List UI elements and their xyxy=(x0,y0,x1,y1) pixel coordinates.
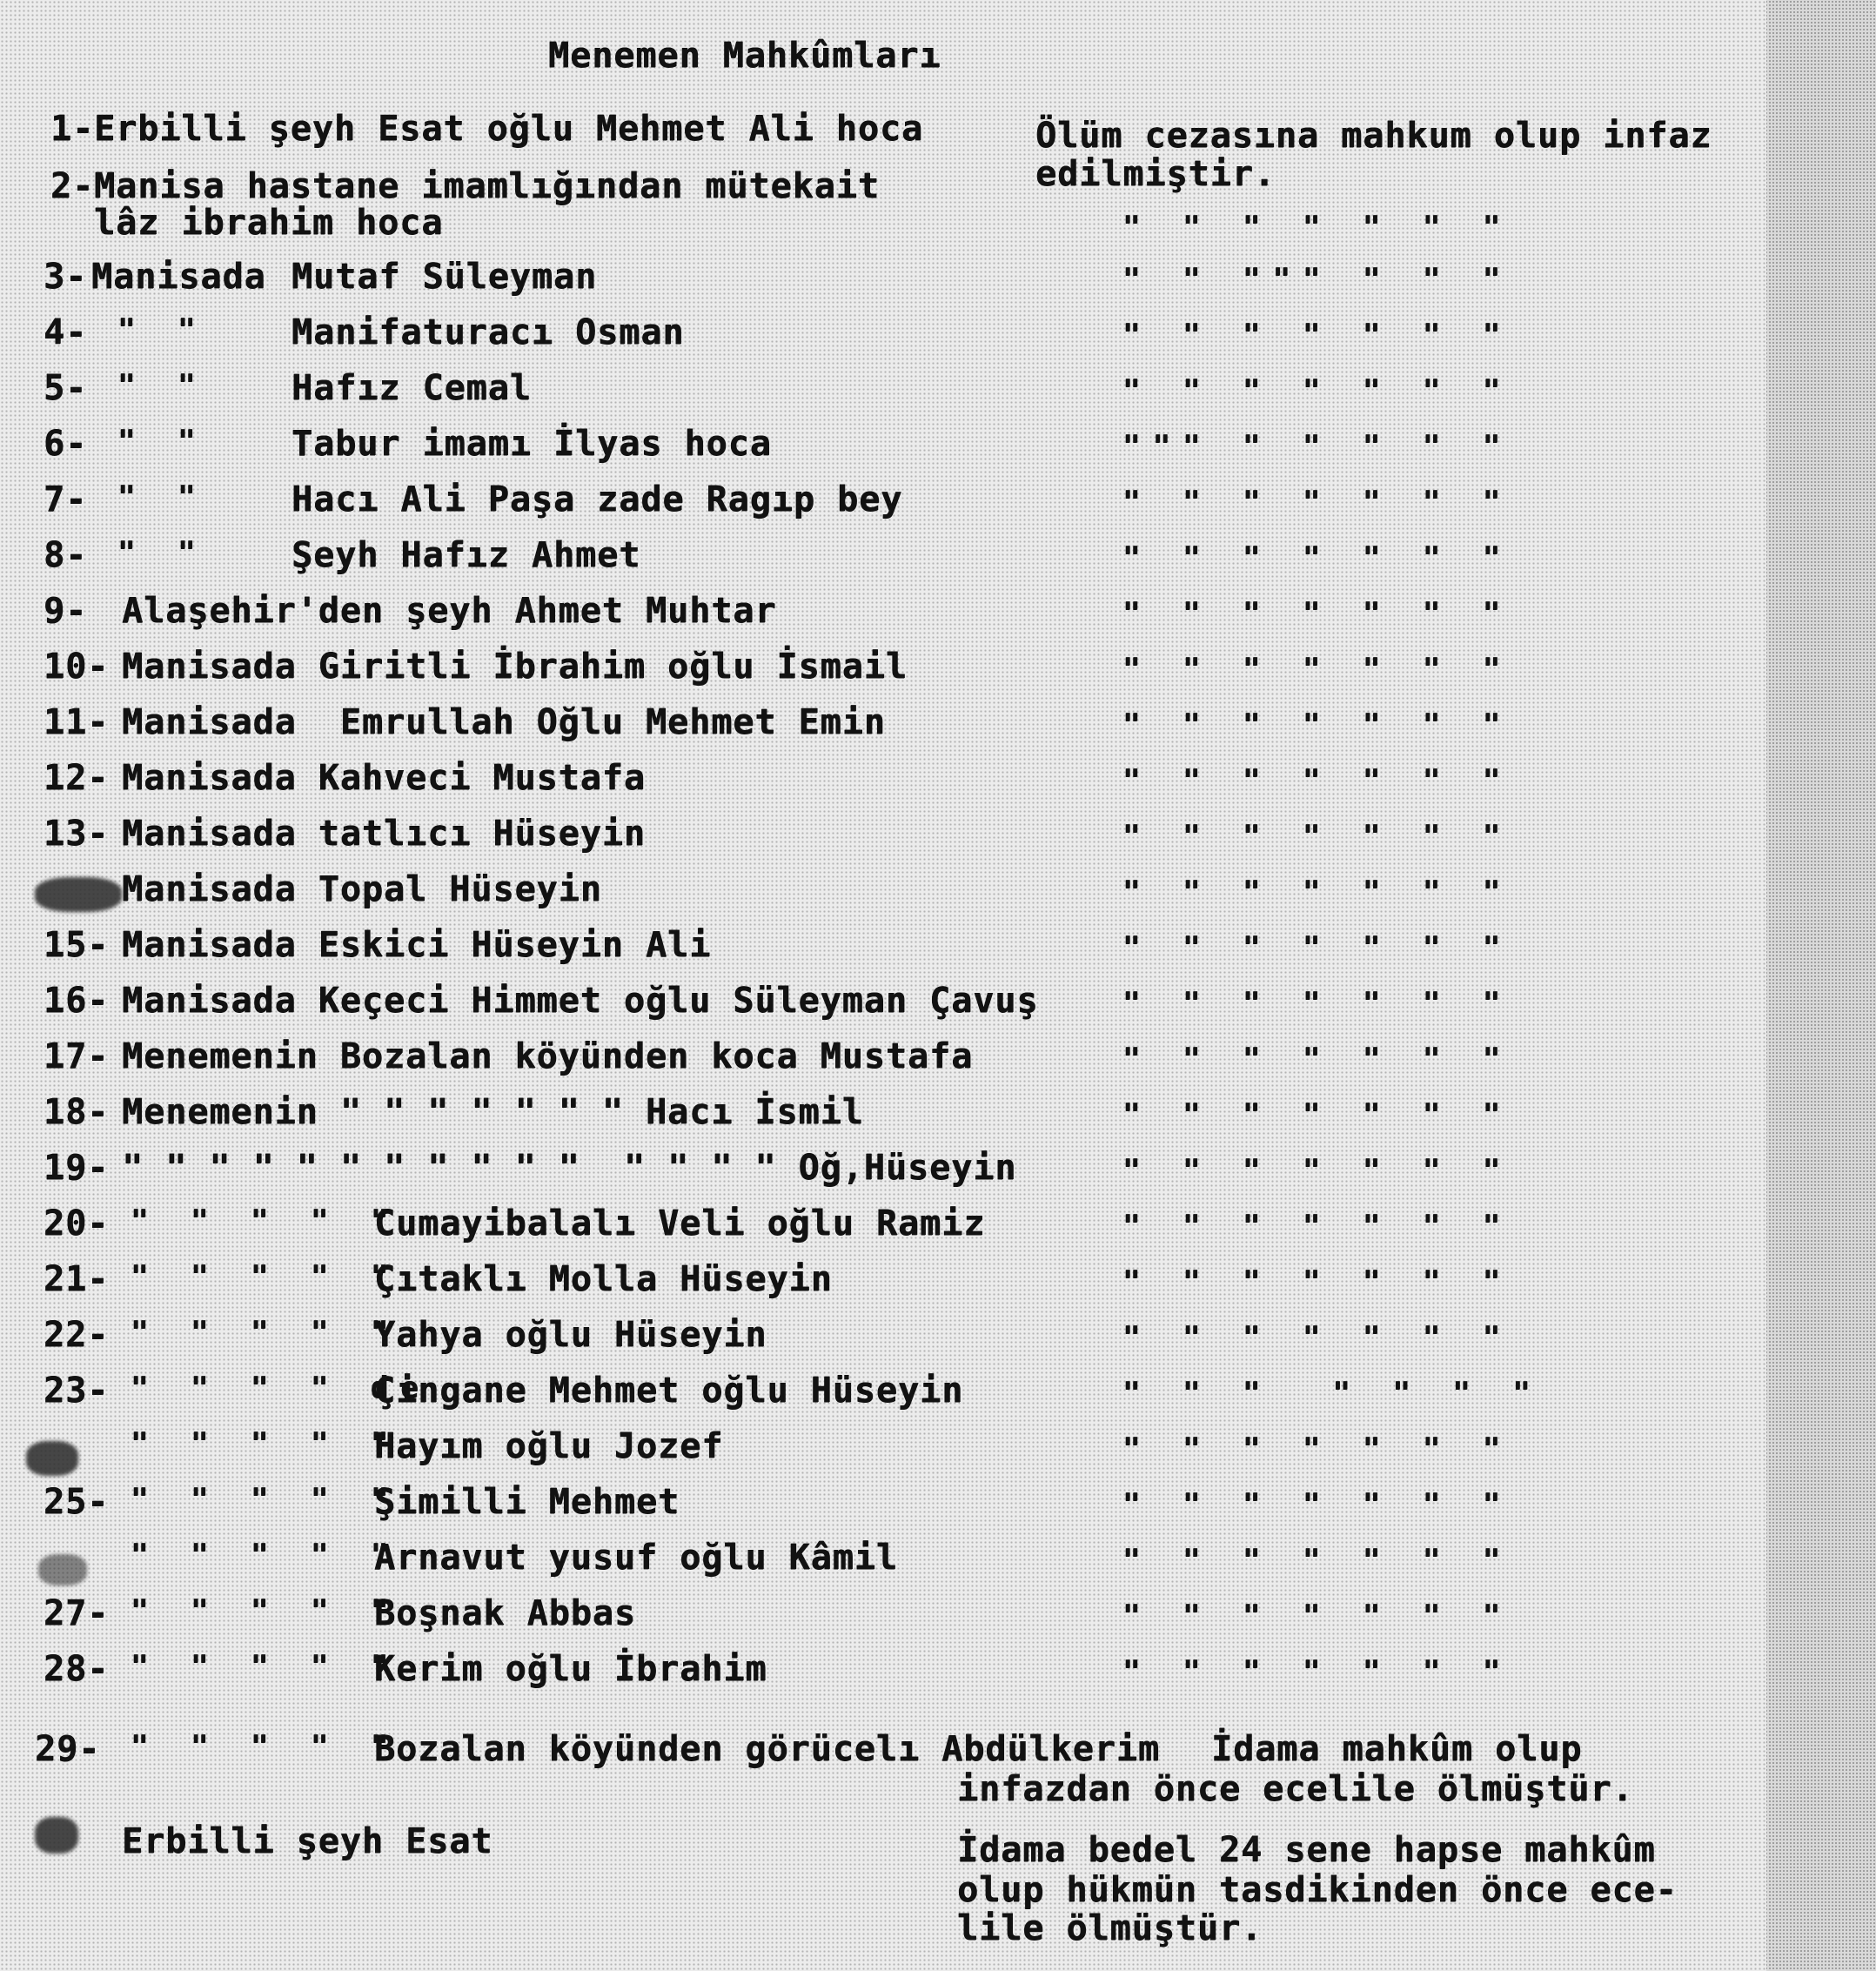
ditto-marks: " " " " " " " xyxy=(1122,540,1513,575)
entry-name: Çıtaklı Molla Hüseyin xyxy=(374,1259,833,1299)
entry-prefix: " " " " " xyxy=(131,1203,401,1238)
entry-prefix: Manisada xyxy=(91,257,266,297)
ink-smudge xyxy=(35,877,122,912)
entry-prefix: " " " " " xyxy=(131,1538,401,1572)
entry-1-verdict-line1: Ölüm cezasına mahkum olup infaz xyxy=(1035,116,1712,156)
entry-29-note-line1: İdama mahkûm olup xyxy=(1211,1729,1583,1769)
ditto-marks: " " " " " " " xyxy=(1122,1320,1513,1355)
entry-29-prefix: " " " " " xyxy=(131,1729,401,1764)
entry-name: Manifaturacı Osman xyxy=(291,312,685,352)
entry-number: 21- xyxy=(44,1259,110,1299)
entry-prefix: " " " " de xyxy=(131,1371,431,1405)
entry-29-note-line2: infazdan önce ecelile ölmüştür. xyxy=(957,1769,1634,1809)
ink-smudge xyxy=(26,1441,78,1476)
entry-number: 19- xyxy=(44,1148,110,1188)
entry-number: 18- xyxy=(44,1092,110,1132)
entry-prefix: " " xyxy=(117,424,208,459)
entry-name: Arnavut yusuf oğlu Kâmil xyxy=(374,1538,898,1578)
entry-number: 17- xyxy=(44,1036,110,1076)
ditto-marks: " " " " " " " xyxy=(1122,1209,1513,1244)
entry-number: 20- xyxy=(44,1203,110,1244)
entry-number: 13- xyxy=(44,814,110,854)
entry-name: Hacı Ali Paşa zade Ragıp bey xyxy=(291,479,903,520)
entry-number: 22- xyxy=(44,1315,110,1355)
entry-name: Menemenin " " " " " " " Hacı İsmil xyxy=(122,1092,864,1132)
entry-name: Manisada Topal Hüseyin xyxy=(122,869,602,909)
ditto-marks: " " " " " " " xyxy=(1122,318,1513,352)
entry-name: Mutaf Süleyman xyxy=(291,257,598,297)
entry-number: 5- xyxy=(44,368,88,408)
entry-prefix: " " xyxy=(117,479,208,514)
ditto-marks: " " " " " " " xyxy=(1122,1654,1513,1689)
entry-number: 15- xyxy=(44,925,110,965)
ditto-marks: " " " " " " " xyxy=(1122,1376,1543,1411)
entry-number: 10- xyxy=(44,647,110,687)
entry-number: 12- xyxy=(44,758,110,798)
entry-number: 27- xyxy=(44,1593,110,1633)
entry-prefix: " " " " " xyxy=(131,1426,401,1461)
ditto-marks: " " " " " " " xyxy=(1122,1431,1513,1466)
entry-prefix: " " " " " xyxy=(131,1259,401,1294)
entry-name: Manisada Keçeci Himmet oğlu Süleyman Çavuş xyxy=(122,981,1039,1021)
document-title: Menemen Mahkûmları xyxy=(548,36,941,76)
entry-name: Tabur imamı İlyas hoca xyxy=(291,424,772,464)
entry-name: Manisada tatlıcı Hüseyin xyxy=(122,814,646,854)
entry-name: Hafız Cemal xyxy=(291,368,532,408)
entry-30-note-line2: olup hükmün tasdikinden önce ece- xyxy=(957,1870,1678,1910)
entry-name: " " " " " " " " " " " " " " " Oğ,Hüseyin xyxy=(122,1148,1017,1188)
entry-name: Alaşehir'den şeyh Ahmet Muhtar xyxy=(122,591,777,631)
entry-name: Menemenin Bozalan köyünden koca Mustafa xyxy=(122,1036,974,1076)
ditto-marks: " " " " " " " xyxy=(1122,1097,1513,1132)
entry-2-line2: lâz ibrahim hoca xyxy=(94,203,444,243)
entry-name: Cumayibalalı Veli oğlu Ramiz xyxy=(374,1203,986,1244)
entry-30-note-line1: İdama bedel 24 sene hapse mahkûm xyxy=(957,1830,1656,1870)
ditto-marks: " " " " " " " xyxy=(1122,373,1513,408)
entry-name: Hayım oğlu Jozef xyxy=(374,1426,724,1466)
ditto-marks: " " " " " " " xyxy=(1122,763,1513,798)
entry-number: 7- xyxy=(44,479,88,520)
entry-name: Çingane Mehmet oğlu Hüseyin xyxy=(374,1371,964,1411)
entry-1-verdict-line2: edilmiştir. xyxy=(1035,154,1276,194)
entry-name: Manisada Giritli İbrahim oğlu İsmail xyxy=(122,647,908,687)
entry-number: 6- xyxy=(44,424,88,464)
ditto-marks: " " " " " " " xyxy=(1122,1543,1513,1578)
entry-name: Kerim oğlu İbrahim xyxy=(374,1649,767,1689)
entry-number: 4- xyxy=(44,312,88,352)
entry-number: 25- xyxy=(44,1482,110,1522)
ditto-marks: " " " " " " " xyxy=(1122,652,1513,687)
entry-name: Yahya oğlu Hüseyin xyxy=(374,1315,767,1355)
ditto-marks: " " " " " " " xyxy=(1122,930,1513,965)
entry-name: Manisada Eskici Hüseyin Ali xyxy=(122,925,712,965)
ink-smudge xyxy=(35,1817,78,1854)
entry-name: Manisada Emrullah Oğlu Mehmet Emin xyxy=(122,702,886,742)
ditto-marks: " " " " " " " xyxy=(1122,1153,1513,1188)
ditto-marks: " " " " " " " xyxy=(1122,986,1513,1021)
entry-1-number: 1- xyxy=(50,109,95,149)
entry-prefix: " " xyxy=(117,368,208,403)
entry-prefix: " " xyxy=(117,535,208,570)
ink-smudge xyxy=(38,1554,87,1586)
entry-1-name: Erbilli şeyh Esat oğlu Mehmet Ali hoca xyxy=(94,109,924,149)
entry-30-note-line3: lile ölmüştür. xyxy=(957,1908,1263,1948)
entry-2-ditto: " " " " " " " xyxy=(1122,210,1513,245)
entry-29-number: 29- xyxy=(35,1729,101,1769)
entry-name: Şeyh Hafız Ahmet xyxy=(291,535,641,575)
ditto-marks: " " " " " " " xyxy=(1122,707,1513,742)
ditto-marks: " " " " " " " xyxy=(1122,1264,1513,1299)
ditto-marks: " " " " " " " xyxy=(1122,1487,1513,1522)
entry-prefix: " " " " " xyxy=(131,1593,401,1628)
entry-2-line1: Manisa hastane imamlığından mütekait xyxy=(94,166,880,206)
entry-number: 16- xyxy=(44,981,110,1021)
ditto-marks: " " " " " " " xyxy=(1122,485,1513,520)
entry-number: 28- xyxy=(44,1649,110,1689)
ditto-marks: " " " " " " " xyxy=(1122,596,1513,631)
ditto-marks: " " " " " " " xyxy=(1122,819,1513,854)
entry-number: 3- xyxy=(44,257,88,297)
entry-number: 11- xyxy=(44,702,110,742)
entry-name: Şimilli Mehmet xyxy=(374,1482,680,1522)
entry-number: 23- xyxy=(44,1371,110,1411)
ditto-marks: " " """ " " " xyxy=(1122,262,1513,297)
entry-29-name: Bozalan köyünden görücelı Abdülkerim xyxy=(374,1729,1160,1769)
entry-2-number: 2- xyxy=(50,166,95,206)
ditto-marks: " " " " " " " xyxy=(1122,1599,1513,1633)
entry-name: Manisada Kahveci Mustafa xyxy=(122,758,646,798)
entry-number: 8- xyxy=(44,535,88,575)
entry-prefix: " " " " " xyxy=(131,1649,401,1684)
entry-prefix: " " " " " xyxy=(131,1315,401,1350)
ditto-marks: " " " " " " " xyxy=(1122,875,1513,909)
entry-30-name: Erbilli şeyh Esat xyxy=(122,1821,493,1861)
entry-prefix: " " " " " xyxy=(131,1482,401,1517)
entry-name: Boşnak Abbas xyxy=(374,1593,636,1633)
ditto-marks: " " " " " " " xyxy=(1122,1042,1513,1076)
entry-number: 9- xyxy=(44,591,88,631)
entry-prefix: " " xyxy=(117,312,208,347)
ditto-marks: """ " " " " " xyxy=(1122,429,1513,464)
